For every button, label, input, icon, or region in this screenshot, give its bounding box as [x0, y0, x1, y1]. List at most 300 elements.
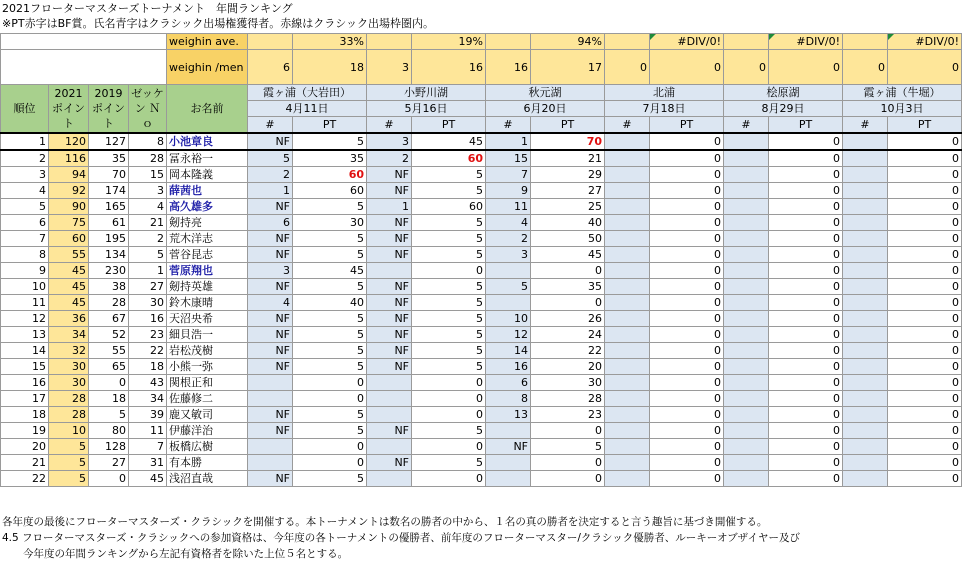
rank-cell[interactable]: 7	[1, 231, 49, 247]
weighin-ave-cell[interactable]: 19%	[412, 34, 486, 50]
rank-cell[interactable]: 14	[1, 343, 49, 359]
points-cell[interactable]: 0	[888, 263, 962, 279]
name-cell[interactable]: 剱持亮	[167, 215, 248, 231]
rank-cell[interactable]: 22	[1, 471, 49, 487]
points-cell[interactable]: 0	[650, 215, 724, 231]
weigh-cell[interactable]: NF	[248, 407, 293, 423]
header-bib-number[interactable]: ゼッケン Ｎｏ	[129, 85, 167, 134]
points-cell[interactable]: 5	[293, 247, 367, 263]
points-cell[interactable]: 0	[650, 375, 724, 391]
header-2019-points[interactable]: 2019 ポイント	[89, 85, 129, 134]
points-2021-cell[interactable]: 55	[49, 247, 89, 263]
weigh-cell[interactable]	[605, 295, 650, 311]
points-2021-cell[interactable]: 120	[49, 133, 89, 150]
points-cell[interactable]: 0	[650, 263, 724, 279]
points-cell[interactable]: 40	[293, 295, 367, 311]
weigh-cell[interactable]: 4	[486, 215, 531, 231]
points-cell[interactable]: 5	[412, 343, 486, 359]
weigh-cell[interactable]	[843, 423, 888, 439]
weigh-cell[interactable]	[724, 311, 769, 327]
bib-cell[interactable]: 43	[129, 375, 167, 391]
points-cell[interactable]: 5	[412, 295, 486, 311]
rank-cell[interactable]: 21	[1, 455, 49, 471]
weighin-men-cell[interactable]: 0	[843, 50, 888, 85]
points-cell[interactable]: 0	[650, 391, 724, 407]
weigh-cell[interactable]: NF	[367, 423, 412, 439]
weigh-cell[interactable]	[486, 471, 531, 487]
points-cell[interactable]: 5	[412, 183, 486, 199]
points-cell[interactable]: 5	[293, 407, 367, 423]
header-weigh-count[interactable]: #	[843, 117, 888, 134]
weigh-cell[interactable]	[843, 279, 888, 295]
weigh-cell[interactable]	[367, 439, 412, 455]
points-cell[interactable]: 0	[769, 471, 843, 487]
points-cell[interactable]: 0	[293, 375, 367, 391]
name-cell[interactable]: 関根正和	[167, 375, 248, 391]
points-cell[interactable]: 0	[888, 199, 962, 215]
points-cell[interactable]: 60	[412, 199, 486, 215]
points-cell[interactable]: 0	[769, 231, 843, 247]
rank-cell[interactable]: 16	[1, 375, 49, 391]
weigh-cell[interactable]	[724, 423, 769, 439]
points-cell[interactable]: 0	[412, 439, 486, 455]
points-2019-cell[interactable]: 38	[89, 279, 129, 295]
bib-cell[interactable]: 5	[129, 247, 167, 263]
weigh-cell[interactable]	[724, 199, 769, 215]
points-2019-cell[interactable]: 55	[89, 343, 129, 359]
weigh-cell[interactable]: NF	[248, 423, 293, 439]
weigh-cell[interactable]	[843, 215, 888, 231]
points-cell[interactable]: 0	[769, 295, 843, 311]
rank-cell[interactable]: 10	[1, 279, 49, 295]
points-cell[interactable]: 5	[412, 359, 486, 375]
points-cell[interactable]: 0	[888, 471, 962, 487]
points-cell[interactable]: 0	[769, 439, 843, 455]
rank-cell[interactable]: 17	[1, 391, 49, 407]
bib-cell[interactable]: 30	[129, 295, 167, 311]
weigh-cell[interactable]: 3	[367, 133, 412, 150]
points-2019-cell[interactable]: 165	[89, 199, 129, 215]
weigh-cell[interactable]	[605, 455, 650, 471]
weigh-cell[interactable]	[605, 247, 650, 263]
points-cell[interactable]: 5	[293, 327, 367, 343]
points-cell[interactable]: 5	[412, 423, 486, 439]
weigh-cell[interactable]	[724, 327, 769, 343]
weigh-cell[interactable]	[367, 263, 412, 279]
name-cell[interactable]: 鈴木康晴	[167, 295, 248, 311]
points-cell[interactable]: 0	[650, 439, 724, 455]
points-cell[interactable]: 0	[650, 167, 724, 183]
tournament-date[interactable]: 7月18日	[605, 101, 724, 117]
points-cell[interactable]: 0	[650, 279, 724, 295]
points-cell[interactable]: 5	[412, 327, 486, 343]
weigh-cell[interactable]	[724, 263, 769, 279]
points-cell[interactable]: 0	[531, 455, 605, 471]
weigh-cell[interactable]: 7	[486, 167, 531, 183]
header-2021-points[interactable]: 2021 ポイント	[49, 85, 89, 134]
points-2021-cell[interactable]: 30	[49, 375, 89, 391]
points-cell[interactable]: 5	[293, 231, 367, 247]
points-cell[interactable]: 0	[531, 295, 605, 311]
points-2021-cell[interactable]: 75	[49, 215, 89, 231]
weigh-cell[interactable]	[367, 375, 412, 391]
points-cell[interactable]: 0	[650, 311, 724, 327]
points-cell[interactable]: 21	[531, 150, 605, 167]
points-2019-cell[interactable]: 128	[89, 439, 129, 455]
weigh-cell[interactable]	[486, 263, 531, 279]
points-cell[interactable]: 20	[531, 359, 605, 375]
points-cell[interactable]: 0	[650, 247, 724, 263]
weigh-cell[interactable]: 6	[248, 215, 293, 231]
weigh-cell[interactable]	[605, 231, 650, 247]
points-cell[interactable]: 0	[888, 167, 962, 183]
points-cell[interactable]: 0	[769, 391, 843, 407]
points-cell[interactable]: 23	[531, 407, 605, 423]
name-cell[interactable]: 高久雄多	[167, 199, 248, 215]
rank-cell[interactable]: 4	[1, 183, 49, 199]
points-2019-cell[interactable]: 127	[89, 133, 129, 150]
points-cell[interactable]: 0	[769, 215, 843, 231]
weigh-cell[interactable]: NF	[367, 455, 412, 471]
weigh-cell[interactable]: NF	[248, 327, 293, 343]
name-cell[interactable]: 岩松茂樹	[167, 343, 248, 359]
weigh-cell[interactable]	[486, 455, 531, 471]
points-cell[interactable]: 26	[531, 311, 605, 327]
weigh-cell[interactable]	[843, 183, 888, 199]
weigh-cell[interactable]: 5	[486, 279, 531, 295]
rank-cell[interactable]: 18	[1, 407, 49, 423]
weigh-cell[interactable]: NF	[367, 279, 412, 295]
name-cell[interactable]: 鹿又敏司	[167, 407, 248, 423]
weigh-cell[interactable]	[724, 279, 769, 295]
weigh-cell[interactable]	[724, 471, 769, 487]
rank-cell[interactable]: 3	[1, 167, 49, 183]
weigh-cell[interactable]	[486, 423, 531, 439]
points-cell[interactable]: 0	[769, 327, 843, 343]
points-cell[interactable]: 0	[769, 247, 843, 263]
weigh-cell[interactable]	[843, 311, 888, 327]
points-cell[interactable]: 28	[531, 391, 605, 407]
name-cell[interactable]: 佐藤修二	[167, 391, 248, 407]
tournament-date[interactable]: 6月20日	[486, 101, 605, 117]
weigh-cell[interactable]: 16	[486, 359, 531, 375]
weigh-cell[interactable]: 5	[248, 150, 293, 167]
points-cell[interactable]: 0	[888, 150, 962, 167]
weighin-men-cell[interactable]: 17	[531, 50, 605, 85]
weigh-cell[interactable]	[605, 183, 650, 199]
tournament-venue[interactable]: 北浦	[605, 85, 724, 101]
weigh-cell[interactable]: 13	[486, 407, 531, 423]
points-cell[interactable]: 5	[531, 439, 605, 455]
points-cell[interactable]: 0	[888, 423, 962, 439]
weigh-cell[interactable]	[843, 359, 888, 375]
rank-cell[interactable]: 9	[1, 263, 49, 279]
bib-cell[interactable]: 16	[129, 311, 167, 327]
weigh-cell[interactable]	[605, 167, 650, 183]
weigh-cell[interactable]: NF	[248, 359, 293, 375]
points-2021-cell[interactable]: 28	[49, 407, 89, 423]
points-cell[interactable]: 0	[888, 407, 962, 423]
points-cell[interactable]: 0	[769, 150, 843, 167]
weigh-cell[interactable]	[843, 133, 888, 150]
weighin-ave-cell[interactable]	[843, 34, 888, 50]
weigh-cell[interactable]	[248, 391, 293, 407]
points-2021-cell[interactable]: 10	[49, 423, 89, 439]
weigh-cell[interactable]	[248, 455, 293, 471]
weigh-cell[interactable]	[843, 407, 888, 423]
weighin-ave-cell[interactable]: 94%	[531, 34, 605, 50]
bib-cell[interactable]: 1	[129, 263, 167, 279]
weigh-cell[interactable]	[724, 295, 769, 311]
weigh-cell[interactable]	[724, 439, 769, 455]
weighin-ave-cell[interactable]: 33%	[293, 34, 367, 50]
weigh-cell[interactable]: 6	[486, 375, 531, 391]
tournament-venue[interactable]: 霞ヶ浦（牛堀）	[843, 85, 962, 101]
weigh-cell[interactable]: NF	[367, 311, 412, 327]
points-cell[interactable]: 5	[293, 359, 367, 375]
points-cell[interactable]: 5	[412, 279, 486, 295]
points-cell[interactable]: 0	[888, 391, 962, 407]
points-cell[interactable]: 0	[650, 231, 724, 247]
points-cell[interactable]: 5	[412, 311, 486, 327]
weigh-cell[interactable]: 1	[486, 133, 531, 150]
points-cell[interactable]: 45	[293, 263, 367, 279]
weigh-cell[interactable]	[724, 183, 769, 199]
weigh-cell[interactable]	[724, 231, 769, 247]
weigh-cell[interactable]	[843, 375, 888, 391]
points-2021-cell[interactable]: 5	[49, 455, 89, 471]
points-cell[interactable]: 60	[293, 183, 367, 199]
weigh-cell[interactable]	[724, 215, 769, 231]
bib-cell[interactable]: 7	[129, 439, 167, 455]
name-cell[interactable]: 小池章良	[167, 133, 248, 150]
points-cell[interactable]: 0	[888, 343, 962, 359]
name-cell[interactable]: 小熊一弥	[167, 359, 248, 375]
weigh-cell[interactable]	[843, 263, 888, 279]
weigh-cell[interactable]	[248, 439, 293, 455]
weigh-cell[interactable]: NF	[367, 343, 412, 359]
points-cell[interactable]: 0	[888, 439, 962, 455]
weigh-cell[interactable]	[843, 439, 888, 455]
points-2021-cell[interactable]: 45	[49, 263, 89, 279]
weigh-cell[interactable]	[605, 423, 650, 439]
weighin-ave-cell[interactable]: #DIV/0!	[888, 34, 962, 50]
points-cell[interactable]: 0	[888, 295, 962, 311]
bib-cell[interactable]: 27	[129, 279, 167, 295]
rank-cell[interactable]: 20	[1, 439, 49, 455]
points-cell[interactable]: 5	[293, 133, 367, 150]
weigh-cell[interactable]: 2	[486, 231, 531, 247]
points-cell[interactable]: 0	[650, 199, 724, 215]
points-cell[interactable]: 5	[412, 167, 486, 183]
points-cell[interactable]: 0	[650, 359, 724, 375]
weigh-cell[interactable]	[724, 455, 769, 471]
bib-cell[interactable]: 31	[129, 455, 167, 471]
weighin-ave-cell[interactable]: #DIV/0!	[650, 34, 724, 50]
weigh-cell[interactable]: NF	[248, 471, 293, 487]
weigh-cell[interactable]: 4	[248, 295, 293, 311]
weigh-cell[interactable]: NF	[367, 167, 412, 183]
weigh-cell[interactable]: NF	[248, 133, 293, 150]
points-cell[interactable]: 27	[531, 183, 605, 199]
points-2021-cell[interactable]: 36	[49, 311, 89, 327]
weigh-cell[interactable]: 3	[486, 247, 531, 263]
points-2021-cell[interactable]: 30	[49, 359, 89, 375]
points-cell[interactable]: 30	[293, 215, 367, 231]
weighin-men-cell[interactable]: 16	[486, 50, 531, 85]
points-cell[interactable]: 0	[412, 263, 486, 279]
points-2019-cell[interactable]: 70	[89, 167, 129, 183]
points-cell[interactable]: 35	[531, 279, 605, 295]
tournament-venue[interactable]: 桧原湖	[724, 85, 843, 101]
points-cell[interactable]: 0	[650, 295, 724, 311]
points-cell[interactable]: 5	[412, 215, 486, 231]
weigh-cell[interactable]	[605, 327, 650, 343]
points-2019-cell[interactable]: 230	[89, 263, 129, 279]
bib-cell[interactable]: 28	[129, 150, 167, 167]
bib-cell[interactable]: 34	[129, 391, 167, 407]
points-cell[interactable]: 29	[531, 167, 605, 183]
weigh-cell[interactable]	[843, 391, 888, 407]
points-cell[interactable]: 60	[293, 167, 367, 183]
points-2021-cell[interactable]: 34	[49, 327, 89, 343]
points-cell[interactable]: 0	[888, 455, 962, 471]
header-name[interactable]: お名前	[167, 85, 248, 134]
points-cell[interactable]: 0	[412, 471, 486, 487]
weigh-cell[interactable]	[843, 471, 888, 487]
rank-cell[interactable]: 5	[1, 199, 49, 215]
points-cell[interactable]: 0	[888, 279, 962, 295]
rank-cell[interactable]: 13	[1, 327, 49, 343]
points-cell[interactable]: 0	[769, 343, 843, 359]
name-cell[interactable]: 岡本隆義	[167, 167, 248, 183]
weigh-cell[interactable]	[724, 150, 769, 167]
points-2019-cell[interactable]: 28	[89, 295, 129, 311]
weigh-cell[interactable]: NF	[367, 231, 412, 247]
points-cell[interactable]: 22	[531, 343, 605, 359]
bib-cell[interactable]: 11	[129, 423, 167, 439]
points-cell[interactable]: 25	[531, 199, 605, 215]
points-cell[interactable]: 45	[531, 247, 605, 263]
points-cell[interactable]: 70	[531, 133, 605, 150]
weighin-men-cell[interactable]: 3	[367, 50, 412, 85]
points-cell[interactable]: 0	[769, 263, 843, 279]
points-2021-cell[interactable]: 45	[49, 279, 89, 295]
header-points[interactable]: PT	[888, 117, 962, 134]
weigh-cell[interactable]	[605, 471, 650, 487]
points-cell[interactable]: 0	[769, 167, 843, 183]
header-weigh-count[interactable]: #	[486, 117, 531, 134]
header-weigh-count[interactable]: #	[367, 117, 412, 134]
blank-cell[interactable]	[1, 34, 167, 50]
weigh-cell[interactable]: 14	[486, 343, 531, 359]
points-cell[interactable]: 0	[531, 423, 605, 439]
weighin-ave-cell[interactable]: #DIV/0!	[769, 34, 843, 50]
header-weigh-count[interactable]: #	[605, 117, 650, 134]
weighin-men-cell[interactable]: 18	[293, 50, 367, 85]
name-cell[interactable]: 浅沼直哉	[167, 471, 248, 487]
weighin-men-cell[interactable]: 0	[769, 50, 843, 85]
points-cell[interactable]: 5	[293, 343, 367, 359]
points-cell[interactable]: 0	[888, 215, 962, 231]
weighin-ave-cell[interactable]	[486, 34, 531, 50]
weigh-cell[interactable]: NF	[248, 343, 293, 359]
weigh-cell[interactable]	[724, 167, 769, 183]
weigh-cell[interactable]	[724, 375, 769, 391]
points-2019-cell[interactable]: 0	[89, 471, 129, 487]
points-cell[interactable]: 5	[293, 471, 367, 487]
weigh-cell[interactable]	[843, 167, 888, 183]
weigh-cell[interactable]	[605, 439, 650, 455]
weigh-cell[interactable]	[843, 199, 888, 215]
weighin-men-cell[interactable]: 6	[248, 50, 293, 85]
weigh-cell[interactable]	[605, 133, 650, 150]
header-points[interactable]: PT	[531, 117, 605, 134]
weigh-cell[interactable]	[724, 391, 769, 407]
weigh-cell[interactable]: NF	[486, 439, 531, 455]
points-cell[interactable]: 0	[769, 359, 843, 375]
points-cell[interactable]: 50	[531, 231, 605, 247]
tournament-date[interactable]: 5月16日	[367, 101, 486, 117]
points-cell[interactable]: 0	[769, 455, 843, 471]
weigh-cell[interactable]	[605, 311, 650, 327]
header-points[interactable]: PT	[293, 117, 367, 134]
weigh-cell[interactable]: 15	[486, 150, 531, 167]
points-cell[interactable]: 0	[412, 375, 486, 391]
weigh-cell[interactable]	[605, 375, 650, 391]
weigh-cell[interactable]: 3	[248, 263, 293, 279]
weigh-cell[interactable]: NF	[248, 311, 293, 327]
bib-cell[interactable]: 22	[129, 343, 167, 359]
points-cell[interactable]: 40	[531, 215, 605, 231]
points-cell[interactable]: 0	[412, 391, 486, 407]
points-2021-cell[interactable]: 45	[49, 295, 89, 311]
weighin-ave-cell[interactable]	[248, 34, 293, 50]
weighin-men-cell[interactable]: 0	[650, 50, 724, 85]
weigh-cell[interactable]	[605, 279, 650, 295]
weigh-cell[interactable]	[843, 247, 888, 263]
weigh-cell[interactable]	[605, 343, 650, 359]
weigh-cell[interactable]	[248, 375, 293, 391]
tournament-date[interactable]: 10月3日	[843, 101, 962, 117]
rank-cell[interactable]: 1	[1, 133, 49, 150]
points-cell[interactable]: 5	[293, 311, 367, 327]
bib-cell[interactable]: 8	[129, 133, 167, 150]
points-cell[interactable]: 30	[531, 375, 605, 391]
name-cell[interactable]: 有本勝	[167, 455, 248, 471]
weighin-men-cell[interactable]: 16	[412, 50, 486, 85]
weigh-cell[interactable]	[724, 247, 769, 263]
tournament-date[interactable]: 8月29日	[724, 101, 843, 117]
name-cell[interactable]: 薛茜也	[167, 183, 248, 199]
points-2019-cell[interactable]: 52	[89, 327, 129, 343]
bib-cell[interactable]: 39	[129, 407, 167, 423]
points-2021-cell[interactable]: 5	[49, 471, 89, 487]
name-cell[interactable]: 冨永裕一	[167, 150, 248, 167]
weigh-cell[interactable]: NF	[248, 231, 293, 247]
weigh-cell[interactable]: 11	[486, 199, 531, 215]
points-cell[interactable]: 0	[412, 407, 486, 423]
points-2021-cell[interactable]: 92	[49, 183, 89, 199]
header-weigh-count[interactable]: #	[248, 117, 293, 134]
points-2021-cell[interactable]: 60	[49, 231, 89, 247]
points-2019-cell[interactable]: 27	[89, 455, 129, 471]
weigh-cell[interactable]	[843, 295, 888, 311]
weighin-men-label[interactable]: weighin /men	[167, 50, 248, 85]
points-cell[interactable]: 5	[293, 199, 367, 215]
points-2019-cell[interactable]: 174	[89, 183, 129, 199]
points-cell[interactable]: 0	[769, 375, 843, 391]
